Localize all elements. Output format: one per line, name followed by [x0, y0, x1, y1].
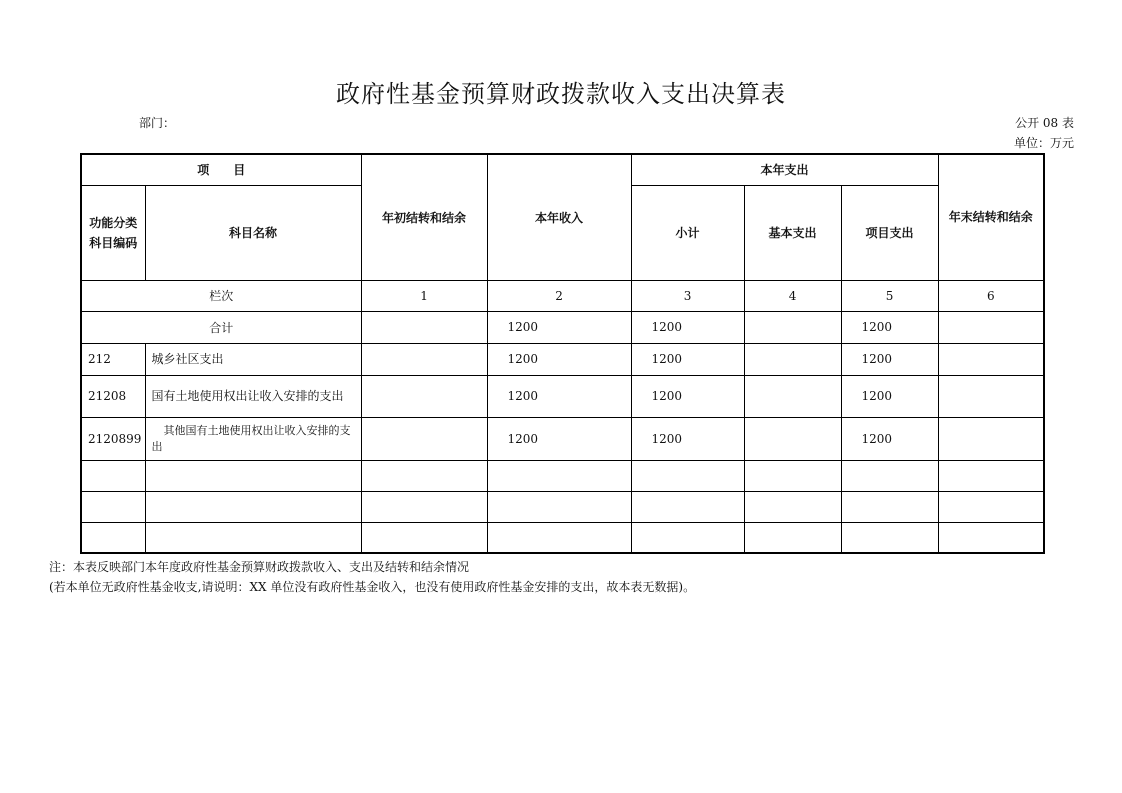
header-item: 项 目	[81, 154, 361, 185]
header-carry-end: 年末结转和结余	[938, 154, 1044, 280]
table-row	[81, 375, 1044, 417]
total-row	[81, 311, 1044, 343]
column-number: 3	[631, 280, 744, 311]
total-income: 1200	[487, 311, 631, 343]
empty-row	[81, 522, 1044, 553]
column-row-label: 栏次	[81, 280, 361, 311]
row-income: 1200	[487, 343, 631, 375]
row-basic	[744, 343, 841, 375]
total-carry-begin	[361, 311, 487, 343]
row-name: 国有土地使用权出让收入安排的支出	[145, 375, 361, 417]
unit-label: 单位：万元	[1013, 136, 1074, 150]
header-basic: 基本支出	[744, 185, 841, 280]
row-subtotal: 1200	[631, 375, 744, 417]
empty-row	[81, 460, 1044, 491]
table-row	[81, 343, 1044, 375]
header-row-1	[81, 154, 1044, 185]
row-basic	[744, 417, 841, 460]
row-carry-begin	[361, 417, 487, 460]
column-number: 2	[487, 280, 631, 311]
column-number: 4	[744, 280, 841, 311]
row-subtotal: 1200	[631, 343, 744, 375]
column-number: 1	[361, 280, 487, 311]
total-label: 合计	[81, 311, 361, 343]
column-number: 6	[938, 280, 1044, 311]
row-income: 1200	[487, 417, 631, 460]
total-subtotal: 1200	[631, 311, 744, 343]
row-basic	[744, 375, 841, 417]
note-line-1: 注：本表反映部门本年度政府性基金预算财政拨款收入、支出及结转和结余情况	[49, 560, 470, 574]
row-project: 1200	[841, 417, 938, 460]
total-carry-end	[938, 311, 1044, 343]
empty-row	[81, 491, 1044, 522]
column-number-row	[81, 280, 1044, 311]
row-income: 1200	[487, 375, 631, 417]
row-code: 2120899	[81, 417, 145, 460]
page-title: 政府性基金预算财政拨款收入支出决算表	[336, 80, 786, 108]
header-expense: 本年支出	[631, 154, 938, 185]
note-line-2: (若本单位无政府性基金收支,请说明：XX 单位没有政府性基金收入，也没有使用政府性基金安排的支出，故本表无数据)。	[49, 580, 696, 594]
row-project: 1200	[841, 343, 938, 375]
row-subtotal: 1200	[631, 417, 744, 460]
header-income: 本年收入	[487, 154, 631, 280]
row-project: 1200	[841, 375, 938, 417]
row-carry-begin	[361, 375, 487, 417]
header-subject-name: 科目名称	[145, 185, 361, 280]
header-subtotal: 小计	[631, 185, 744, 280]
form-number: 公开 08 表	[1015, 116, 1074, 130]
row-carry-end	[938, 343, 1044, 375]
budget-table	[80, 153, 1045, 554]
row-carry-end	[938, 417, 1044, 460]
department-label: 部门：	[139, 116, 176, 130]
row-carry-end	[938, 375, 1044, 417]
total-project: 1200	[841, 311, 938, 343]
header-project: 项目支出	[841, 185, 938, 280]
row-code: 21208	[81, 375, 145, 417]
total-basic	[744, 311, 841, 343]
row-carry-begin	[361, 343, 487, 375]
row-code: 212	[81, 343, 145, 375]
row-name: 其他国有土地使用权出让收入安排的支出	[145, 417, 361, 460]
column-number: 5	[841, 280, 938, 311]
header-func-code: 功能分类科目编码	[81, 185, 145, 280]
row-name: 城乡社区支出	[145, 343, 361, 375]
header-carry-begin: 年初结转和结余	[361, 154, 487, 280]
table-row	[81, 417, 1044, 460]
